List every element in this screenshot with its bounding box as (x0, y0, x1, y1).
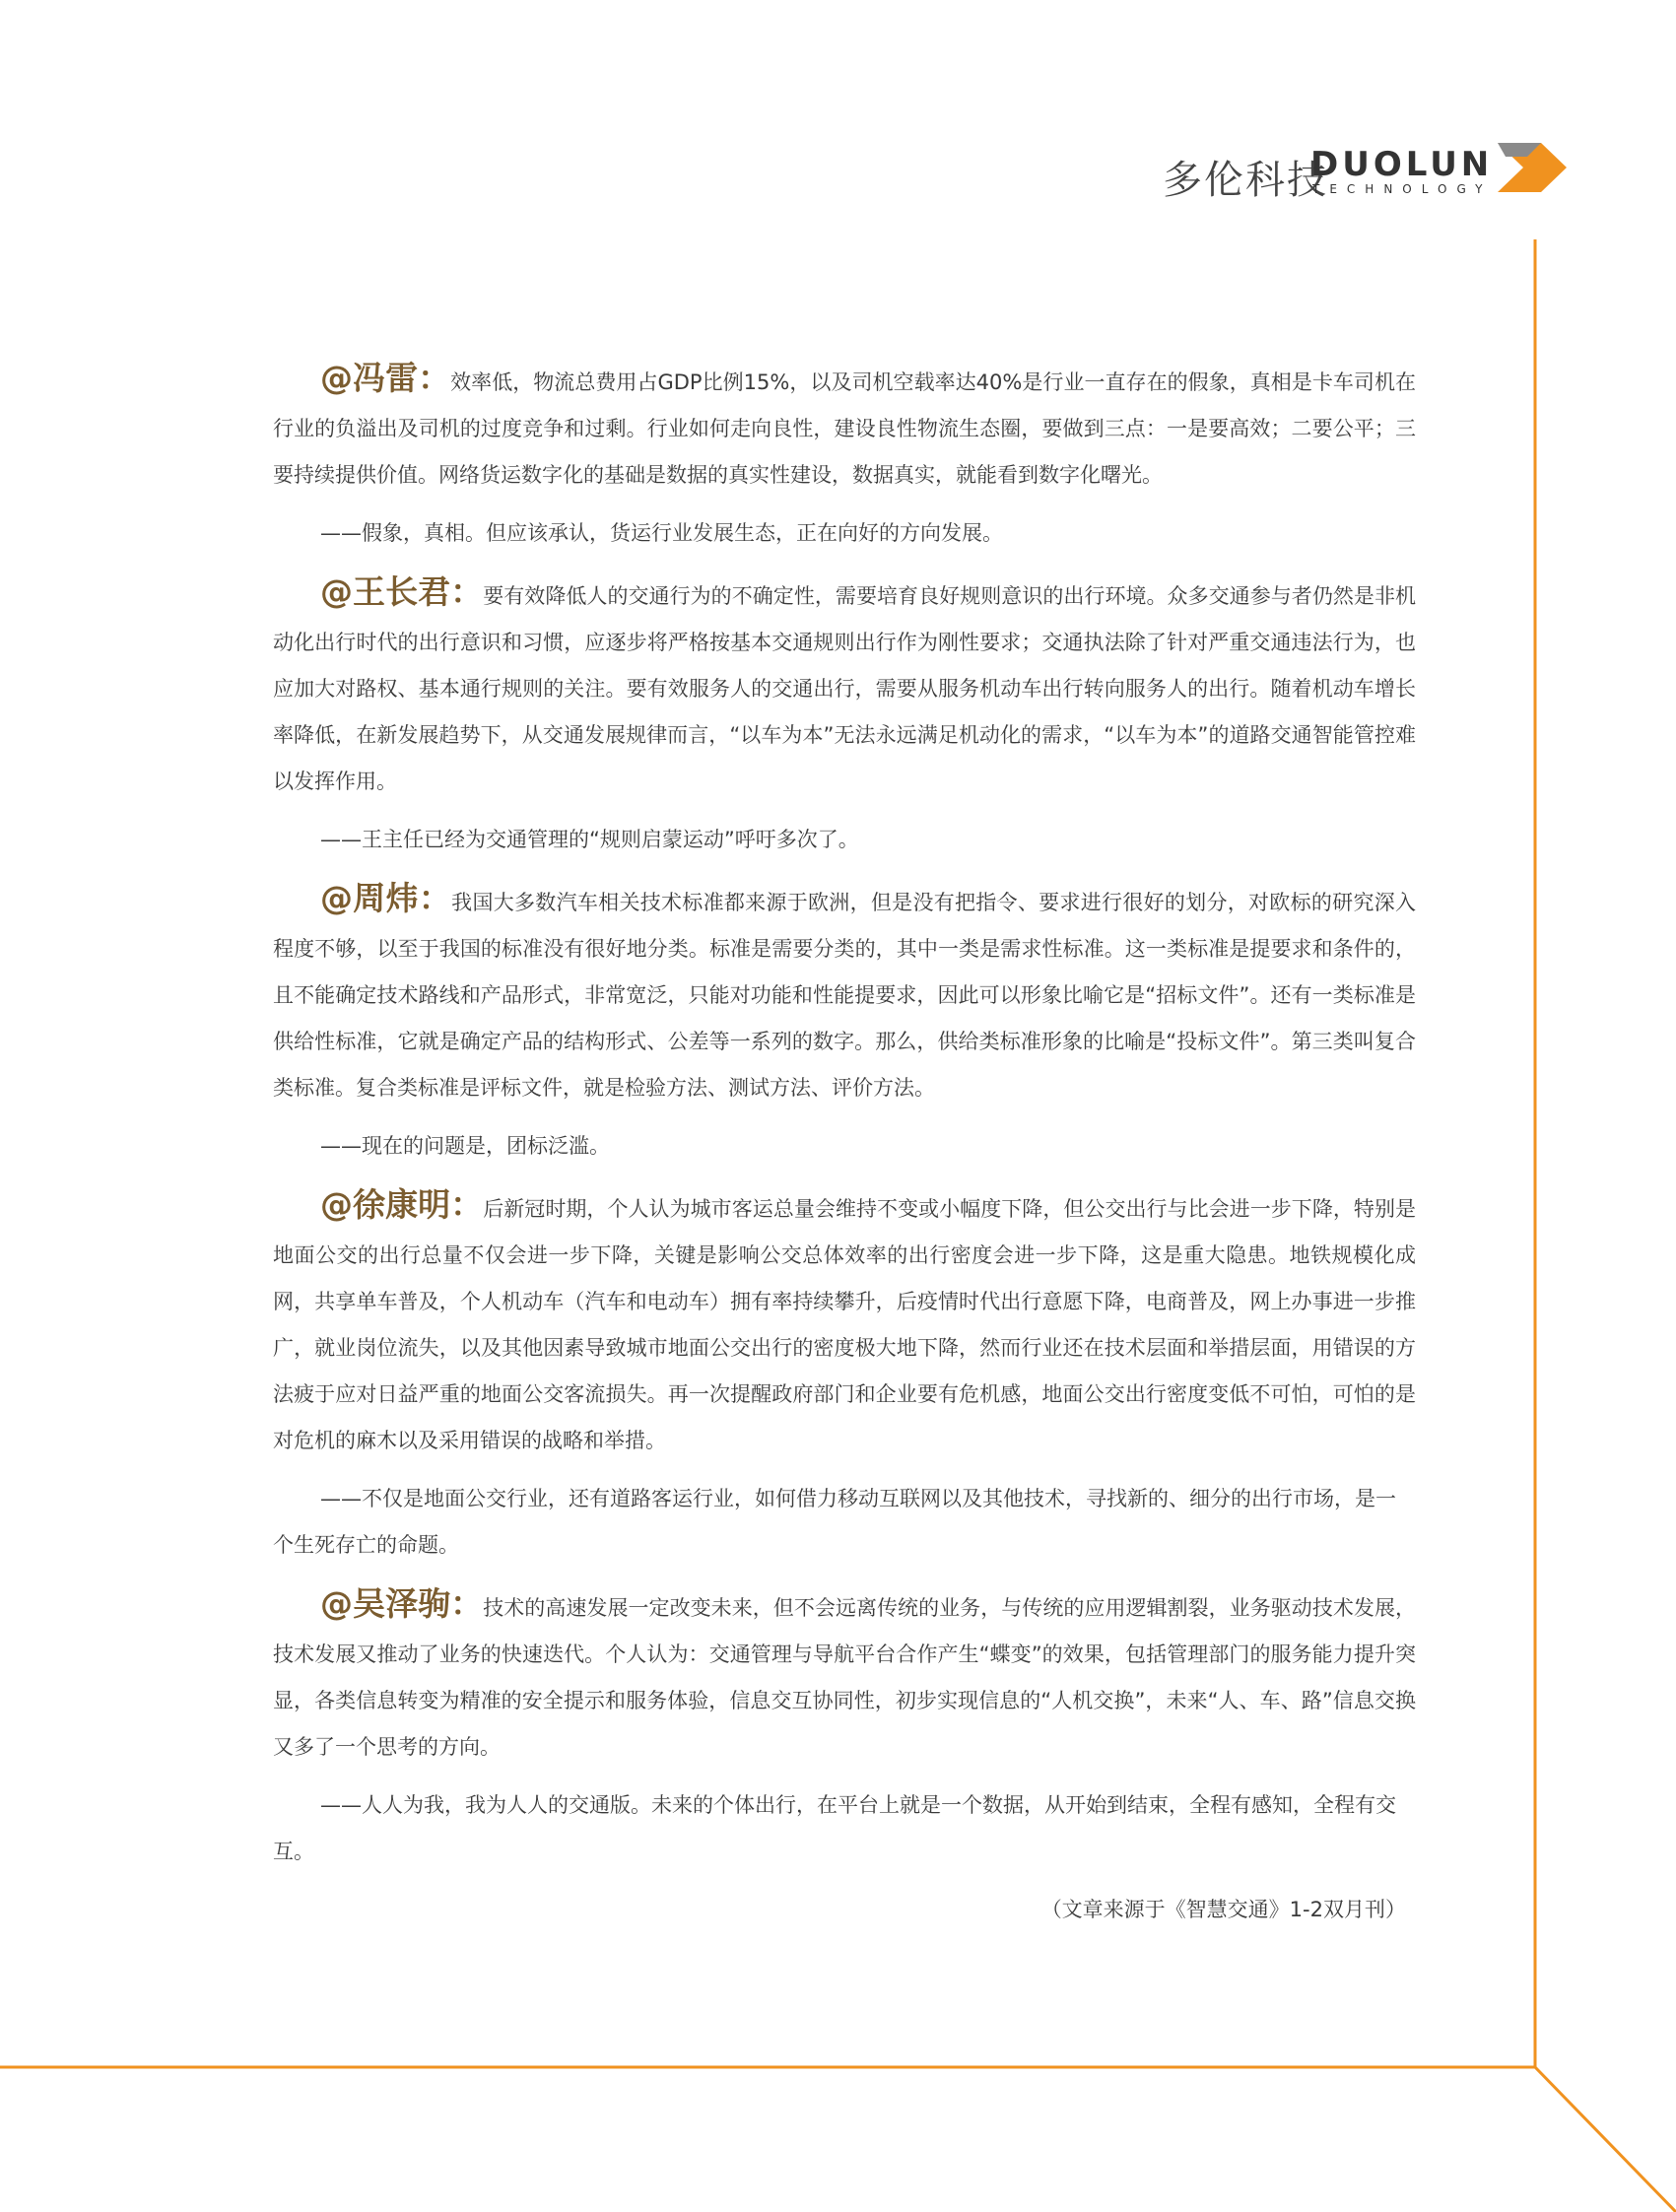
comment-block (273, 569, 1416, 863)
logo-english-text: DUOLUN (1310, 145, 1494, 184)
commenter-name: @徐康明： (320, 1185, 484, 1224)
logo-arrow-icon (1498, 143, 1567, 192)
editor-note: ——人人为我，我为人人的交通版。未来的个体出行，在平台上就是一个数据，从开始到结束，全程有感知，全程有交互。 (273, 1793, 1396, 1863)
article-body (273, 355, 1416, 1933)
comment-paragraph (273, 875, 1416, 1111)
comment-paragraph (273, 355, 1416, 499)
editor-note: ——现在的问题是，团标泛滥。 (320, 1134, 610, 1158)
comment-block (273, 1580, 1416, 1875)
brand-logo (1163, 143, 1567, 202)
comment-block (273, 875, 1416, 1170)
editor-note: ——王主任已经为交通管理的“规则启蒙运动”呼吁多次了。 (320, 828, 859, 851)
comment-text: 技术的高速发展一定改变未来，但不会远离传统的业务，与传统的应用逻辑割裂，业务驱动技术发展，技术发展又推动了业务的快速迭代。个人认为：交通管理与导航平台合作产生“蝶变”的效果，包括管理部门的服务能力提升突显，各类信息转变为精准的安全提示和服务体验，信息交互协同性，初步实现信息的“人机交换”，未来“人、车、路”信息交换又多了一个思考的方向。 (273, 1596, 1417, 1759)
logo-chinese-text: 多伦科技 (1163, 158, 1328, 203)
comment-paragraph (273, 569, 1416, 805)
comment-paragraph (273, 1580, 1416, 1771)
comment-text: 后新冠时期，个人认为城市客运总量会维持不变或小幅度下降，但公交出行与比会进一步下降，特别是地面公交的出行总量不仅会进一步下降，关键是影响公交总体效率的出行密度会进一步下降，这是重大隐患。地铁规模化成网，共享单车普及，个人机动车（汽车和电动车）拥有率持续攀升，后疫情时代出行意愿下降，电商普及，网上办事进一步推广，就业岗位流失，以及其他因素导致城市地面公交出行的密度极大地下降，然而行业还在技术层面和举措层面，用错误的方法疲于应对日益严重的地面公交客流损失。再一次提醒政府部门和企业要有危机感，地面公交出行密度变低不可怕，可怕的是对危机的麻木以及采用错误的战略和举措。 (273, 1197, 1417, 1452)
comment-block (273, 1181, 1416, 1569)
comment-paragraph (273, 1181, 1416, 1464)
editor-note: ——不仅是地面公交行业，还有道路客运行业，如何借力移动互联网以及其他技术，寻找新的、细分的出行市场，是一个生死存亡的命题。 (273, 1487, 1396, 1557)
comment-text: 效率低，物流总费用占GDP比例15%，以及司机空载率达40%是行业一直存在的假象，真相是卡车司机在行业的负溢出及司机的过度竞争和过剩。行业如何走向良性，建设良性物流生态圈，要做到三点：一是要高效；二要公平；三要持续提供价值。网络货运数字化的基础是数据的真实性建设，数据真实，就能看到数字化曙光。 (273, 370, 1416, 487)
commenter-name: @吴泽驹： (320, 1584, 484, 1623)
commenter-name: @冯雷： (320, 359, 451, 397)
editor-note: ——假象，真相。但应该承认，货运行业发展生态，正在向好的方向发展。 (320, 521, 1003, 545)
commenter-name: @王长君： (320, 572, 484, 611)
article-source: （文章来源于《智慧交通》1-2双月刊） (1040, 1898, 1406, 1921)
comment-text: 要有效降低人的交通行为的不确定性，需要培育良好规则意识的出行环境。众多交通参与者仍然是非机动化出行时代的出行意识和习惯，应逐步将严格按基本交通规则出行作为刚性要求；交通执法除了针对严重交通违法行为，也应加大对路权、基本通行规则的关注。要有效服务人的交通出行，需要从服务机动车出行转向服务人的出行。随着机动车增长率降低，在新发展趋势下，从交通发展规律而言，“以车为本”无法永远满足机动化的需求，“以车为本”的道路交通智能管控难以发挥作用。 (273, 584, 1417, 793)
commenter-name: @周炜： (320, 879, 452, 917)
comment-text: 我国大多数汽车相关技术标准都来源于欧洲，但是没有把指令、要求进行很好的划分，对欧标的研究深入程度不够，以至于我国的标准没有很好地分类。标准是需要分类的，其中一类是需求性标准。这一类标准是提要求和条件的，且不能确定技术路线和产品形式，非常宽泛，只能对功能和性能提要求，因此可以形象比喻它是“招标文件”。还有一类标准是供给性标准，它就是确定产品的结构形式、公差等一系列的数字。那么，供给类标准形象的比喻是“投标文件”。第三类叫复合类标准。复合类标准是评标文件，就是检验方法、测试方法、评价方法。 (273, 891, 1417, 1100)
comment-block (273, 355, 1416, 557)
logo-subtitle: TECHNOLOGY (1312, 182, 1493, 196)
